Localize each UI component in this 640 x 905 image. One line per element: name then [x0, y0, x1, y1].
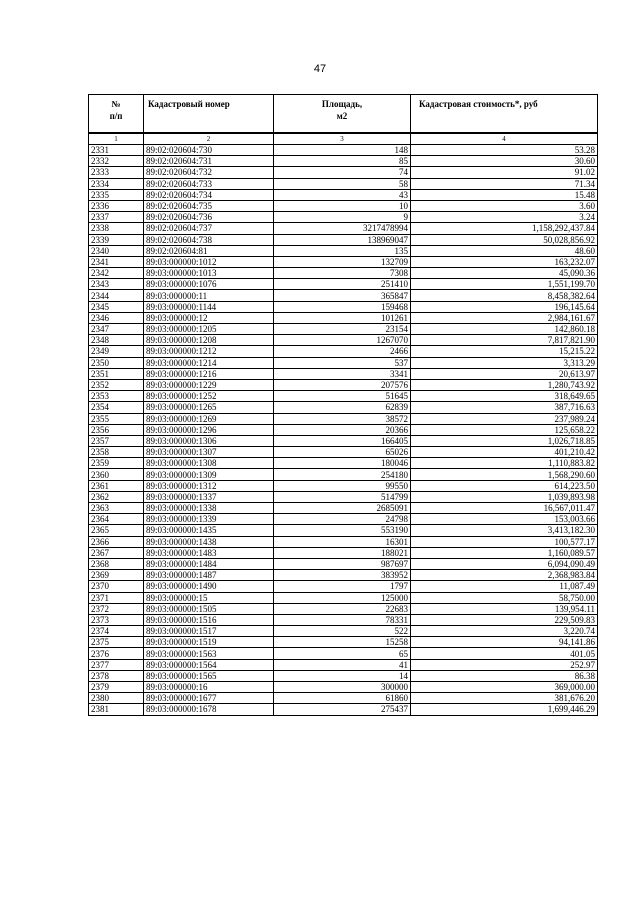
table-row — [89, 458, 598, 469]
area-cell: 514799 — [274, 491, 411, 502]
area-cell: 537 — [274, 357, 411, 368]
cost-cell: 1,551,199.70 — [411, 279, 598, 290]
cost-cell: 125,658.22 — [411, 424, 598, 435]
cadastral-number-cell: 89:03:000000:1484 — [144, 558, 274, 569]
row-index-cell: 2351 — [89, 368, 144, 379]
table-row — [89, 200, 598, 211]
row-index-cell: 2369 — [89, 570, 144, 581]
row-index-cell: 2377 — [89, 659, 144, 670]
cadastral-number-cell: 89:03:000000:1208 — [144, 335, 274, 346]
column-number: 2 — [144, 133, 274, 145]
area-cell: 43 — [274, 189, 411, 200]
cost-cell: 8,458,382.64 — [411, 290, 598, 301]
cadastral-number-cell: 89:02:020604:738 — [144, 234, 274, 245]
cost-cell: 401,210.42 — [411, 447, 598, 458]
area-cell: 3341 — [274, 368, 411, 379]
row-index-cell: 2378 — [89, 670, 144, 681]
row-index-cell: 2344 — [89, 290, 144, 301]
area-cell: 135 — [274, 245, 411, 256]
table-row — [89, 324, 598, 335]
table-row — [89, 178, 598, 189]
table-row — [89, 290, 598, 301]
table-row — [89, 268, 598, 279]
area-cell: 365847 — [274, 290, 411, 301]
header-cadastral-cost: Кадастровая стоимость*, руб — [411, 95, 598, 134]
row-index-cell: 2348 — [89, 335, 144, 346]
table-row — [89, 592, 598, 603]
cost-cell: 196,145.64 — [411, 301, 598, 312]
table-row — [89, 301, 598, 312]
table-row — [89, 368, 598, 379]
cadastral-number-cell: 89:03:000000:12 — [144, 312, 274, 323]
row-index-cell: 2333 — [89, 167, 144, 178]
cadastral-number-cell: 89:02:020604:731 — [144, 156, 274, 167]
row-index-cell: 2371 — [89, 592, 144, 603]
header-area — [274, 95, 411, 134]
table-row — [89, 413, 598, 424]
area-cell: 138969047 — [274, 234, 411, 245]
cadastral-number-cell: 89:03:000000:1338 — [144, 503, 274, 514]
cost-cell: 20,613.97 — [411, 368, 598, 379]
area-cell: 383952 — [274, 570, 411, 581]
cadastral-number-cell: 89:03:000000:1564 — [144, 659, 274, 670]
cadastral-number-cell: 89:03:000000:1308 — [144, 458, 274, 469]
column-number: 4 — [411, 133, 598, 145]
table-row — [89, 256, 598, 267]
row-index-cell: 2367 — [89, 547, 144, 558]
cadastral-number-cell: 89:02:020604:81 — [144, 245, 274, 256]
cadastral-number-cell: 89:02:020604:735 — [144, 200, 274, 211]
column-number: 3 — [274, 133, 411, 145]
row-index-cell: 2355 — [89, 413, 144, 424]
row-index-cell: 2358 — [89, 447, 144, 458]
area-cell: 1267070 — [274, 335, 411, 346]
table-row — [89, 525, 598, 536]
cost-cell: 50,028,856.92 — [411, 234, 598, 245]
cost-cell: 3,413,182.30 — [411, 525, 598, 536]
row-index-cell: 2356 — [89, 424, 144, 435]
cadastral-number-cell: 89:03:000000:1312 — [144, 480, 274, 491]
area-cell: 51645 — [274, 391, 411, 402]
cadastral-number-cell: 89:03:000000:1516 — [144, 614, 274, 625]
table-row — [89, 447, 598, 458]
table-row — [89, 245, 598, 256]
row-index-cell: 2347 — [89, 324, 144, 335]
table-row — [89, 346, 598, 357]
cadastral-number-cell: 89:03:000000:1012 — [144, 256, 274, 267]
cost-cell: 3.60 — [411, 200, 598, 211]
row-index-cell: 2331 — [89, 145, 144, 156]
area-cell: 65 — [274, 648, 411, 659]
area-cell: 9 — [274, 212, 411, 223]
cadastral-number-cell: 89:03:000000:1212 — [144, 346, 274, 357]
cadastral-number-cell: 89:02:020604:733 — [144, 178, 274, 189]
area-cell: 101261 — [274, 312, 411, 323]
area-cell: 99550 — [274, 480, 411, 491]
area-cell: 7308 — [274, 268, 411, 279]
row-index-cell: 2361 — [89, 480, 144, 491]
area-cell: 1797 — [274, 581, 411, 592]
table-row — [89, 682, 598, 693]
page-number: 47 — [313, 63, 327, 75]
cost-cell: 15,215.22 — [411, 346, 598, 357]
area-cell: 74 — [274, 167, 411, 178]
table-row — [89, 581, 598, 592]
table-row — [89, 626, 598, 637]
cost-cell: 614,223.50 — [411, 480, 598, 491]
table-row — [89, 189, 598, 200]
table-row — [89, 547, 598, 558]
row-index-cell: 2346 — [89, 312, 144, 323]
cadastral-number-cell: 89:03:000000:1435 — [144, 525, 274, 536]
cadastral-number-cell: 89:03:000000:1519 — [144, 637, 274, 648]
row-index-cell: 2334 — [89, 178, 144, 189]
table-row — [89, 234, 598, 245]
cadastral-number-cell: 89:03:000000:1505 — [144, 603, 274, 614]
row-index-cell: 2368 — [89, 558, 144, 569]
row-index-cell: 2357 — [89, 435, 144, 446]
cost-cell: 91.02 — [411, 167, 598, 178]
row-index-cell: 2352 — [89, 379, 144, 390]
area-cell: 2685091 — [274, 503, 411, 514]
table-row — [89, 704, 598, 715]
row-index-cell: 2366 — [89, 536, 144, 547]
cost-cell: 401.05 — [411, 648, 598, 659]
area-cell: 522 — [274, 626, 411, 637]
cadastral-number-cell: 89:02:020604:737 — [144, 223, 274, 234]
cost-cell: 30.60 — [411, 156, 598, 167]
table-row — [89, 223, 598, 234]
cost-cell: 1,699,446.29 — [411, 704, 598, 715]
area-cell: 180046 — [274, 458, 411, 469]
row-index-cell: 2359 — [89, 458, 144, 469]
area-cell: 58 — [274, 178, 411, 189]
cadastral-number-cell: 89:03:000000:1517 — [144, 626, 274, 637]
cost-cell: 229,509.83 — [411, 614, 598, 625]
row-index-cell: 2342 — [89, 268, 144, 279]
cadastral-number-cell: 89:02:020604:736 — [144, 212, 274, 223]
area-cell: 10 — [274, 200, 411, 211]
area-cell: 553190 — [274, 525, 411, 536]
table-row — [89, 491, 598, 502]
cost-cell: 3.24 — [411, 212, 598, 223]
cadastral-number-cell: 89:03:000000:1490 — [144, 581, 274, 592]
cost-cell: 252.97 — [411, 659, 598, 670]
row-index-cell: 2381 — [89, 704, 144, 715]
row-index-cell: 2340 — [89, 245, 144, 256]
cost-cell: 3,220.74 — [411, 626, 598, 637]
cadastral-number-cell: 89:03:000000:1438 — [144, 536, 274, 547]
cadastral-number-cell: 89:03:000000:1252 — [144, 391, 274, 402]
cost-cell: 100,577.17 — [411, 536, 598, 547]
cost-cell: 7,817,821.90 — [411, 335, 598, 346]
area-cell: 207576 — [274, 379, 411, 390]
area-cell: 2466 — [274, 346, 411, 357]
area-cell: 24798 — [274, 514, 411, 525]
table-row — [89, 570, 598, 581]
cost-cell: 1,039,893.98 — [411, 491, 598, 502]
cost-cell: 1,026,718.85 — [411, 435, 598, 446]
table-row — [89, 514, 598, 525]
cost-cell: 387,716.63 — [411, 402, 598, 413]
cadastral-number-cell: 89:03:000000:1214 — [144, 357, 274, 368]
cadastral-number-cell: 89:03:000000:1309 — [144, 469, 274, 480]
cost-cell: 3,313.29 — [411, 357, 598, 368]
cost-cell: 139,954.11 — [411, 603, 598, 614]
area-cell: 61860 — [274, 693, 411, 704]
area-cell: 65026 — [274, 447, 411, 458]
row-index-cell: 2349 — [89, 346, 144, 357]
row-index-cell: 2343 — [89, 279, 144, 290]
cadastral-number-cell: 89:03:000000:1076 — [144, 279, 274, 290]
cadastral-number-cell: 89:03:000000:15 — [144, 592, 274, 603]
area-cell: 300000 — [274, 682, 411, 693]
cadastral-number-cell: 89:03:000000:16 — [144, 682, 274, 693]
area-cell: 987697 — [274, 558, 411, 569]
row-index-cell: 2373 — [89, 614, 144, 625]
area-cell: 23154 — [274, 324, 411, 335]
row-index-cell: 2336 — [89, 200, 144, 211]
row-index-cell: 2364 — [89, 514, 144, 525]
area-cell: 16301 — [274, 536, 411, 547]
cadastral-number-cell: 89:03:000000:1307 — [144, 447, 274, 458]
table-row — [89, 603, 598, 614]
area-cell: 275437 — [274, 704, 411, 715]
row-index-cell: 2365 — [89, 525, 144, 536]
cost-cell: 163,232.07 — [411, 256, 598, 267]
area-cell: 188021 — [274, 547, 411, 558]
cadastral-number-cell: 89:02:020604:734 — [144, 189, 274, 200]
header-index — [89, 95, 144, 134]
area-cell: 41 — [274, 659, 411, 670]
row-index-cell: 2353 — [89, 391, 144, 402]
cost-cell: 318,649.65 — [411, 391, 598, 402]
area-cell: 166405 — [274, 435, 411, 446]
area-cell: 20366 — [274, 424, 411, 435]
cost-cell: 2,984,161.67 — [411, 312, 598, 323]
cost-cell: 6,094,090.49 — [411, 558, 598, 569]
cost-cell: 2,368,983.84 — [411, 570, 598, 581]
row-index-cell: 2338 — [89, 223, 144, 234]
table-body — [89, 145, 598, 716]
row-index-cell: 2372 — [89, 603, 144, 614]
cost-cell: 142,860.18 — [411, 324, 598, 335]
cadastral-number-cell: 89:03:000000:11 — [144, 290, 274, 301]
cadastral-number-cell: 89:03:000000:1678 — [144, 704, 274, 715]
cost-cell: 58,750.00 — [411, 592, 598, 603]
cost-cell: 16,567,011.47 — [411, 503, 598, 514]
table-row — [89, 312, 598, 323]
table-row — [89, 156, 598, 167]
area-cell: 22683 — [274, 603, 411, 614]
table-row — [89, 379, 598, 390]
cost-cell: 153,003.66 — [411, 514, 598, 525]
area-cell: 148 — [274, 145, 411, 156]
cadastral-number-cell: 89:03:000000:1013 — [144, 268, 274, 279]
cost-cell: 15.48 — [411, 189, 598, 200]
cadastral-number-cell: 89:02:020604:730 — [144, 145, 274, 156]
header-index-symbol: № — [111, 99, 121, 109]
table-row — [89, 637, 598, 648]
cost-cell: 369,000.00 — [411, 682, 598, 693]
table-row — [89, 145, 598, 156]
row-index-cell: 2374 — [89, 626, 144, 637]
area-cell: 78331 — [274, 614, 411, 625]
row-index-cell: 2363 — [89, 503, 144, 514]
cost-cell: 94,141.86 — [411, 637, 598, 648]
table-row — [89, 659, 598, 670]
table-row — [89, 357, 598, 368]
cost-cell: 48.60 — [411, 245, 598, 256]
area-cell: 125000 — [274, 592, 411, 603]
header-area-unit: м2 — [336, 111, 348, 121]
table-header — [89, 95, 598, 145]
cadastral-number-cell: 89:02:020604:732 — [144, 167, 274, 178]
table-row — [89, 503, 598, 514]
cost-cell: 1,568,290.60 — [411, 469, 598, 480]
header-index-label: п/п — [109, 111, 123, 121]
area-cell: 14 — [274, 670, 411, 681]
table-row — [89, 480, 598, 491]
row-index-cell: 2354 — [89, 402, 144, 413]
cost-cell: 381,676.20 — [411, 693, 598, 704]
table-row — [89, 648, 598, 659]
table-row — [89, 536, 598, 547]
row-index-cell: 2376 — [89, 648, 144, 659]
cost-cell: 53.28 — [411, 145, 598, 156]
cost-cell: 71.34 — [411, 178, 598, 189]
cadastral-number-cell: 89:03:000000:1265 — [144, 402, 274, 413]
row-index-cell: 2350 — [89, 357, 144, 368]
cadastral-number-cell: 89:03:000000:1229 — [144, 379, 274, 390]
header-row — [89, 95, 598, 134]
table-row — [89, 402, 598, 413]
table-row — [89, 614, 598, 625]
row-index-cell: 2375 — [89, 637, 144, 648]
table-row — [89, 670, 598, 681]
cadastral-number-cell: 89:03:000000:1216 — [144, 368, 274, 379]
row-index-cell: 2337 — [89, 212, 144, 223]
area-cell: 3217478994 — [274, 223, 411, 234]
cadastral-number-cell: 89:03:000000:1677 — [144, 693, 274, 704]
cost-cell: 11,087.49 — [411, 581, 598, 592]
table-row — [89, 335, 598, 346]
cost-cell: 1,160,089.57 — [411, 547, 598, 558]
area-cell: 132709 — [274, 256, 411, 267]
row-index-cell: 2335 — [89, 189, 144, 200]
cadastral-number-cell: 89:03:000000:1565 — [144, 670, 274, 681]
cost-cell: 1,110,883.82 — [411, 458, 598, 469]
table-row — [89, 424, 598, 435]
cadastral-number-cell: 89:03:000000:1269 — [144, 413, 274, 424]
row-index-cell: 2345 — [89, 301, 144, 312]
row-index-cell: 2380 — [89, 693, 144, 704]
cadastral-number-cell: 89:03:000000:1483 — [144, 547, 274, 558]
cadastral-number-cell: 89:03:000000:1144 — [144, 301, 274, 312]
row-index-cell: 2360 — [89, 469, 144, 480]
area-cell: 159468 — [274, 301, 411, 312]
cadastral-number-cell: 89:03:000000:1339 — [144, 514, 274, 525]
area-cell: 254180 — [274, 469, 411, 480]
cost-cell: 1,280,743.92 — [411, 379, 598, 390]
cost-cell: 237,989.24 — [411, 413, 598, 424]
row-index-cell: 2341 — [89, 256, 144, 267]
table-row — [89, 558, 598, 569]
table-row — [89, 693, 598, 704]
cadastral-number-cell: 89:03:000000:1205 — [144, 324, 274, 335]
cadastral-number-cell: 89:03:000000:1563 — [144, 648, 274, 659]
table-row — [89, 391, 598, 402]
column-number: 1 — [89, 133, 144, 145]
table-row — [89, 279, 598, 290]
header-area-label: Площадь, — [321, 99, 363, 109]
area-cell: 38572 — [274, 413, 411, 424]
area-cell: 251410 — [274, 279, 411, 290]
cadastral-number-cell: 89:03:000000:1337 — [144, 491, 274, 502]
cost-cell: 86.38 — [411, 670, 598, 681]
column-number-row — [89, 133, 598, 145]
area-cell: 15258 — [274, 637, 411, 648]
row-index-cell: 2370 — [89, 581, 144, 592]
row-index-cell: 2332 — [89, 156, 144, 167]
row-index-cell: 2379 — [89, 682, 144, 693]
table-row — [89, 469, 598, 480]
area-cell: 85 — [274, 156, 411, 167]
table-row — [89, 212, 598, 223]
cost-cell: 45,090.36 — [411, 268, 598, 279]
cadastral-number-cell: 89:03:000000:1306 — [144, 435, 274, 446]
table-row — [89, 435, 598, 446]
table-row — [89, 167, 598, 178]
row-index-cell: 2339 — [89, 234, 144, 245]
cadastral-table — [88, 94, 598, 716]
header-cadastral-number: Кадастровый номер — [144, 95, 274, 134]
cost-cell: 1,158,292,437.84 — [411, 223, 598, 234]
row-index-cell: 2362 — [89, 491, 144, 502]
cadastral-number-cell: 89:03:000000:1296 — [144, 424, 274, 435]
cadastral-number-cell: 89:03:000000:1487 — [144, 570, 274, 581]
area-cell: 62839 — [274, 402, 411, 413]
